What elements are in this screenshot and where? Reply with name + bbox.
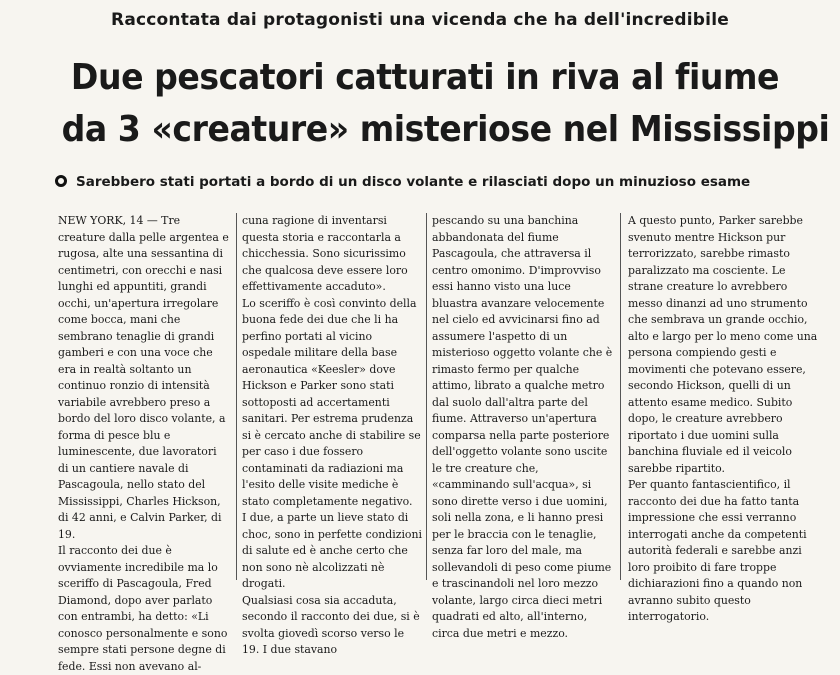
- paragraph: I due, a parte un lieve stato di choc, sono in perfette condizioni di salute ed è anche certo che non sono nè alcolizzati nè drogati.: [242, 511, 422, 590]
- headline-line-2: da 3 «creature» misteriose nel Mississippi: [61, 109, 830, 150]
- kicker: Raccontata dai protagonisti una vicenda che ha dell'incredibile: [111, 10, 729, 30]
- paragraph: pescando su una banchina abbandonata del fiume Pascagoula, che attraversa il centro omonimo. D'improvviso essi hanno visto una luce bluastra avanzare velocemente nel cielo ed avvicinarsi fino ad assumere l'aspetto di un misterioso oggetto volante che è rimasto fermo per qualche attimo, librato a qualche metro dal suolo dall'altra parte del fiume. Attraverso un'apertura comparsa nella parte posteriore dell'oggetto volante sono uscite le tre creature che, «camminando sull'acqua», si sono dirette verso i due uomini, soli nella zona, e li hanno presi per le braccia con le tenaglie, senza far loro del male, ma sollevandoli di peso come piume e trascinandoli nel loro mezzo volante, largo circa dieci metri quadrati ed alto, all'interno, circa due metri e mezzo.: [432, 214, 613, 640]
- paragraph: Lo sceriffo è così convinto della buona fede dei due che li ha perfino portati al vicino ospedale militare della base aeronautica «Keesler» dove Hickson e Parker sono stati sottoposti ad accertamenti sanitari. Per estrema prudenza si è cercato anche di stabilire se per caso i due fossero contaminati da radiazioni ma l'esito delle visite mediche è stato completamente negativo.: [242, 296, 421, 508]
- subheadline: [55, 174, 815, 190]
- paragraph: cuna ragione di inventarsi questa storia e raccontarla a chicchessia. Sono sicurissimo che qualcosa deve essere loro effettivamente accaduto».: [242, 214, 408, 293]
- bullet-icon: [55, 175, 67, 187]
- headline-line-1: Due pescatori catturati in riva al fiume: [70, 57, 780, 98]
- paragraph: NEW YORK, 14 — Tre creature dalla pelle argentea e rugosa, alte una sessantina di centimetri, con orecchi e nasi lunghi ed appuntiti, grandi occhi, un'apertura irregolare come bocca, mani che sembrano tenaglie di grandi gamberi e con una voce che era in realtà soltanto un continuo ronzio di intensità variabile avrebbero preso a bordo del loro disco volante, a forma di pesce blu e luminescente, due lavoratori di un cantiere navale di Pascagoula, nello stato del Mississippi, Charles Hickson, di 42 anni, e Calvin Parker, di 19.: [58, 214, 229, 541]
- article-column-3: [432, 213, 615, 640]
- paragraph: A questo punto, Parker sarebbe svenuto mentre Hickson pur terrorizzato, sarebbe rimasto paralizzato ma cosciente. Le strane creature lo avrebbero messo dinanzi ad uno strumento che sembrava un grande occhio, alto e largo per lo meno come una persona compiendo gesti e movimenti che potevano essere, secondo Hickson, quelli di un attento esame medico. Subito dopo, le creature avrebbero riportato i due uomini sulla banchina fluviale ed il veicolo sarebbe ripartito.: [628, 214, 818, 475]
- article-body: [58, 213, 828, 673]
- paragraph: Qualsiasi cosa sia accaduta, secondo il racconto dei due, si è svolta giovedì scorso verso le 19. I due stavano: [242, 593, 420, 656]
- article-column-1: [58, 213, 230, 673]
- article-column-2: [242, 213, 422, 656]
- article-column-4: [628, 213, 824, 623]
- paragraph: Per quanto fantascientifico, il racconto dei due ha fatto tanta impressione che essi verranno interrogati anche da competenti autorità federali e sarebbe anzi loro proibito di fare troppe dichiarazioni fino a quando non avranno subito questo interrogatorio.: [628, 478, 807, 623]
- subheadline-text: Sarebbero stati portati a bordo di un disco volante e rilasciati dopo un minuzioso esame: [76, 174, 751, 190]
- headline: [61, 52, 830, 156]
- paragraph: Il racconto dei due è ovviamente incredibile ma lo sceriffo di Pascagoula, Fred Diamond, dopo aver parlato con entrambi, ha detto: «Li conosco personalmente e sono sempre stati persone degne di fede. Essi non avevano al-: [58, 544, 228, 673]
